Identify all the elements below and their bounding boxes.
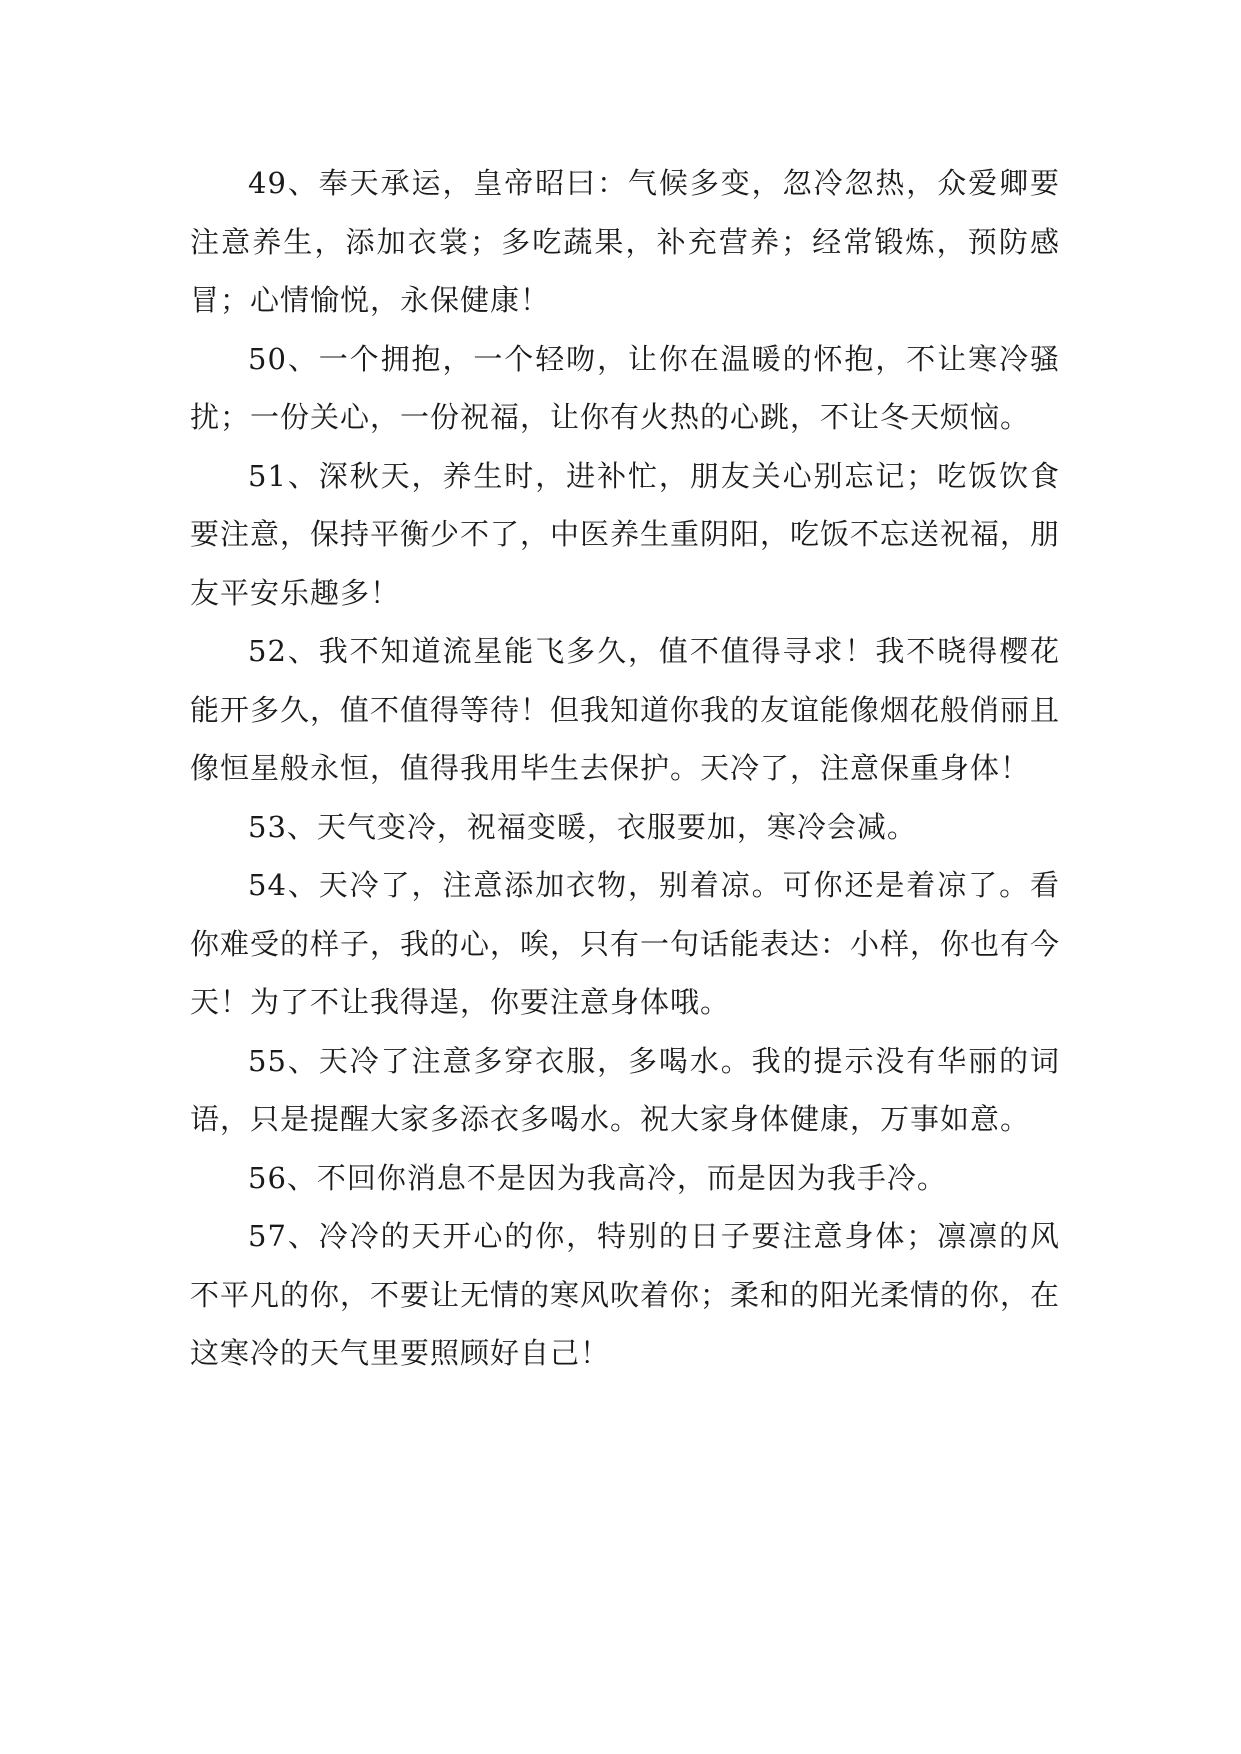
paragraph-50: 50、一个拥抱，一个轻吻，让你在温暖的怀抱，不让寒冷骚扰；一份关心，一份祝福，让你有火热的心跳，不让冬天烦恼。 <box>190 341 1060 434</box>
paragraph-57: 57、冷冷的天开心的你，特别的日子要注意身体；凛凛的风不平凡的你，不要让无情的寒风吹着你；柔和的阳光柔情的你，在这寒冷的天气里要照顾好自己！ <box>190 1219 1061 1370</box>
paragraph-49: 49、奉天承运，皇帝昭曰：气候多变，忽冷忽热，众爱卿要注意养生，添加衣裳；多吃蔬果，补充营养；经常锻炼，预防感冒；心情愉悦，永保健康！ <box>190 166 1060 317</box>
paragraph-52: 52、我不知道流星能飞多久，值不值得寻求！我不晓得樱花能开多久，值不值得等待！但我知道你我的友谊能像烟花般俏丽且像恒星般永恒，值得我用毕生去保护。天冷了，注意保重身体！ <box>190 634 1061 785</box>
document-body <box>190 154 1060 1383</box>
paragraph-53: 53、天气变冷，祝福变暖，衣服要加，寒冷会减。 <box>248 809 917 844</box>
paragraph-56: 56、不回你消息不是因为我高冷，而是因为我手冷。 <box>248 1160 947 1195</box>
paragraph-51: 51、深秋天，养生时，进补忙，朋友关心别忘记；吃饭饮食要注意，保持平衡少不了，中医养生重阴阳，吃饭不忘送祝福，朋友平安乐趣多！ <box>190 458 1061 610</box>
paragraph-54: 54、天冷了，注意添加衣物，别着凉。可你还是着凉了。看你难受的样子，我的心，唉，只有一句话能表达：小样，你也有今天！为了不让我得逞，你要注意身体哦。 <box>190 868 1061 1019</box>
paragraph-55: 55、天冷了注意多穿衣服，多喝水。我的提示没有华丽的词语，只是提醒大家多添衣多喝水。祝大家身体健康，万事如意。 <box>190 1043 1060 1136</box>
